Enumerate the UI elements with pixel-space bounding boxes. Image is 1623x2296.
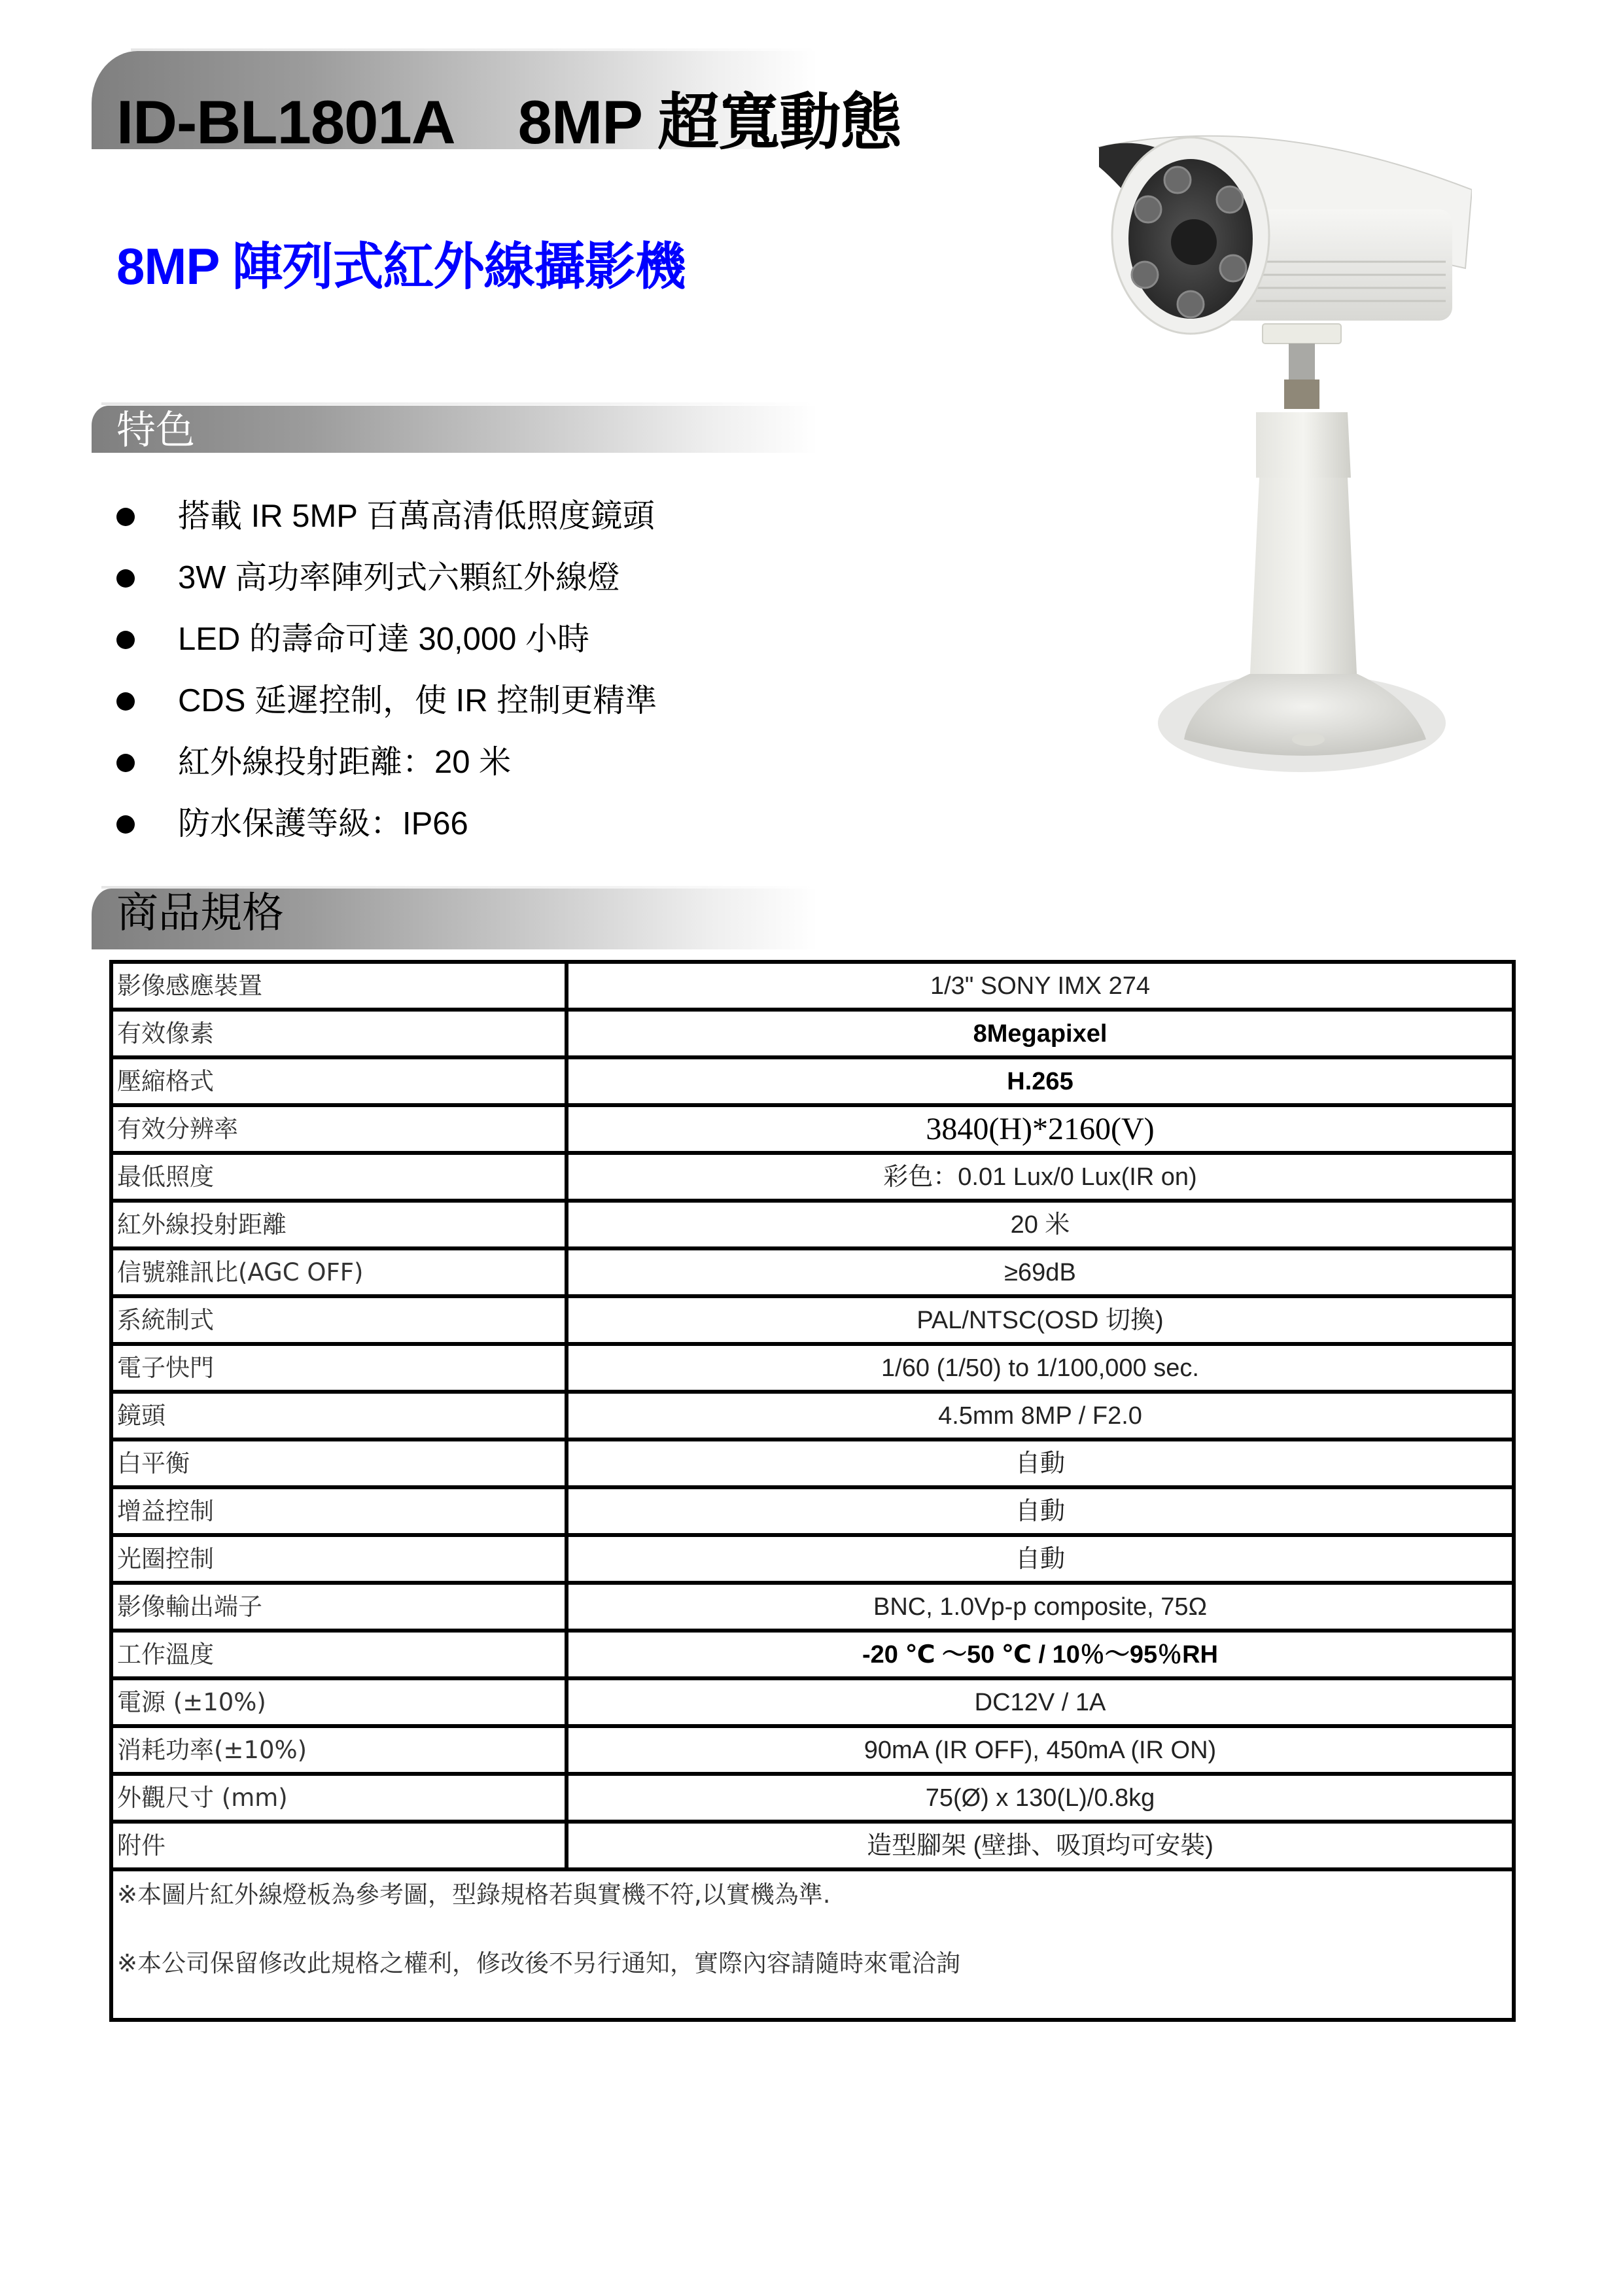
spec-label: 附件 — [111, 1822, 567, 1869]
spec-label: 外觀尺寸 (mm) — [111, 1774, 567, 1822]
spec-label: 電源 (±10%) — [111, 1678, 567, 1726]
model-tagline: 8MP 超寬動態 — [517, 88, 901, 156]
bullet-icon — [116, 508, 135, 526]
table-row — [111, 1487, 1514, 1535]
table-row — [111, 1057, 1514, 1105]
specs-heading: 商品規格 — [116, 889, 284, 938]
spec-label: 鏡頭 — [111, 1392, 567, 1439]
table-row — [111, 1248, 1514, 1296]
bullet-icon — [116, 815, 135, 834]
spec-value: 75(Ø) x 130(L)/0.8kg — [567, 1774, 1514, 1822]
spec-value: H.265 — [567, 1057, 1514, 1105]
spec-value: 彩色：0.01 Lux/0 Lux(IR on) — [567, 1153, 1514, 1201]
spec-label: 消耗功率(±10%) — [111, 1726, 567, 1774]
bullet-icon — [116, 692, 135, 711]
spec-value: -20 ℃ ～50 ℃ / 10％～95％RH — [567, 1631, 1514, 1678]
spec-label: 有效分辨率 — [111, 1105, 567, 1153]
page-title — [116, 88, 901, 156]
table-row — [111, 1535, 1514, 1583]
feature-item — [116, 501, 657, 562]
spec-label: 影像感應裝置 — [111, 962, 567, 1010]
feature-text: CDS 延遲控制，使 IR 控制更精準 — [178, 683, 657, 718]
spec-label: 最低照度 — [111, 1153, 567, 1201]
table-row — [111, 1392, 1514, 1439]
table-row — [111, 1439, 1514, 1487]
spec-value: DC12V / 1A — [567, 1678, 1514, 1726]
spec-label: 白平衡 — [111, 1439, 567, 1487]
feature-item — [116, 624, 657, 685]
spec-label: 壓縮格式 — [111, 1057, 567, 1105]
disclaimer-rights: ※本公司保留修改此規格之權利，修改後不另行通知，實際內容請隨時來電洽詢 — [117, 1949, 960, 1977]
spec-value: BNC, 1.0Vp-p composite, 75Ω — [567, 1583, 1514, 1631]
camera-icon — [1060, 111, 1472, 792]
spec-label: 紅外線投射距離 — [111, 1201, 567, 1248]
table-row — [111, 1822, 1514, 1869]
feature-text: 紅外線投射距離：20 米 — [178, 745, 512, 780]
spec-label: 光圈控制 — [111, 1535, 567, 1583]
table-row — [111, 1105, 1514, 1153]
table-row — [111, 1726, 1514, 1774]
table-row — [111, 1010, 1514, 1057]
spec-label: 增益控制 — [111, 1487, 567, 1535]
spec-value: 自動 — [567, 1487, 1514, 1535]
spec-label: 影像輸出端子 — [111, 1583, 567, 1631]
feature-item — [116, 562, 657, 624]
spec-value: 90mA (IR OFF), 450mA (IR ON) — [567, 1726, 1514, 1774]
spec-value: PAL/NTSC(OSD 切換) — [567, 1296, 1514, 1344]
product-subtitle: 8MP 陣列式紅外線攝影機 — [116, 238, 686, 295]
spec-label: 有效像素 — [111, 1010, 567, 1057]
table-row — [111, 1583, 1514, 1631]
spec-value: 8Megapixel — [567, 1010, 1514, 1057]
spec-value: 自動 — [567, 1535, 1514, 1583]
bullet-icon — [116, 631, 135, 649]
features-band-highlight — [101, 402, 814, 405]
model-number: ID-BL1801A — [116, 88, 455, 156]
feature-text: 防水保護等級：IP66 — [178, 806, 468, 841]
feature-text: 3W 高功率陣列式六顆紅外線燈 — [178, 560, 620, 595]
spec-value: 自動 — [567, 1439, 1514, 1487]
feature-item — [116, 685, 657, 747]
spec-value: ≥69dB — [567, 1248, 1514, 1296]
features-heading: 特色 — [116, 408, 195, 453]
features-band — [92, 406, 818, 453]
table-row — [111, 1344, 1514, 1392]
spec-value: 造型腳架 (壁掛、吸頂均可安裝) — [567, 1822, 1514, 1869]
features-list — [116, 501, 657, 870]
disclaimer-image: ※本圖片紅外線燈板為參考圖，型錄規格若與實機不符,以實機為準. — [117, 1881, 831, 1909]
table-row — [111, 1296, 1514, 1344]
spec-table — [109, 960, 1516, 2022]
spec-label: 電子快門 — [111, 1344, 567, 1392]
table-row — [111, 1201, 1514, 1248]
notes-cell — [111, 1869, 1514, 2020]
spec-value: 1/60 (1/50) to 1/100,000 sec. — [567, 1344, 1514, 1392]
spec-value: 3840(H)*2160(V) — [567, 1105, 1514, 1153]
bullet-icon — [116, 754, 135, 772]
feature-text: LED 的壽命可達 30,000 小時 — [178, 622, 590, 657]
table-row — [111, 1631, 1514, 1678]
feature-item — [116, 747, 657, 808]
feature-item — [116, 808, 657, 870]
spec-value: 1/3" SONY IMX 274 — [567, 962, 1514, 1010]
table-row — [111, 1153, 1514, 1201]
spec-value: 4.5mm 8MP / F2.0 — [567, 1392, 1514, 1439]
table-row — [111, 962, 1514, 1010]
spec-label: 工作溫度 — [111, 1631, 567, 1678]
spec-value: 20 米 — [567, 1201, 1514, 1248]
notes-row — [111, 1869, 1514, 2020]
table-row — [111, 1774, 1514, 1822]
feature-text: 搭載 IR 5MP 百萬高清低照度鏡頭 — [178, 499, 655, 534]
spec-label: 信號雜訊比(AGC OFF) — [111, 1248, 567, 1296]
spec-label: 系統制式 — [111, 1296, 567, 1344]
table-row — [111, 1678, 1514, 1726]
bullet-icon — [116, 569, 135, 588]
